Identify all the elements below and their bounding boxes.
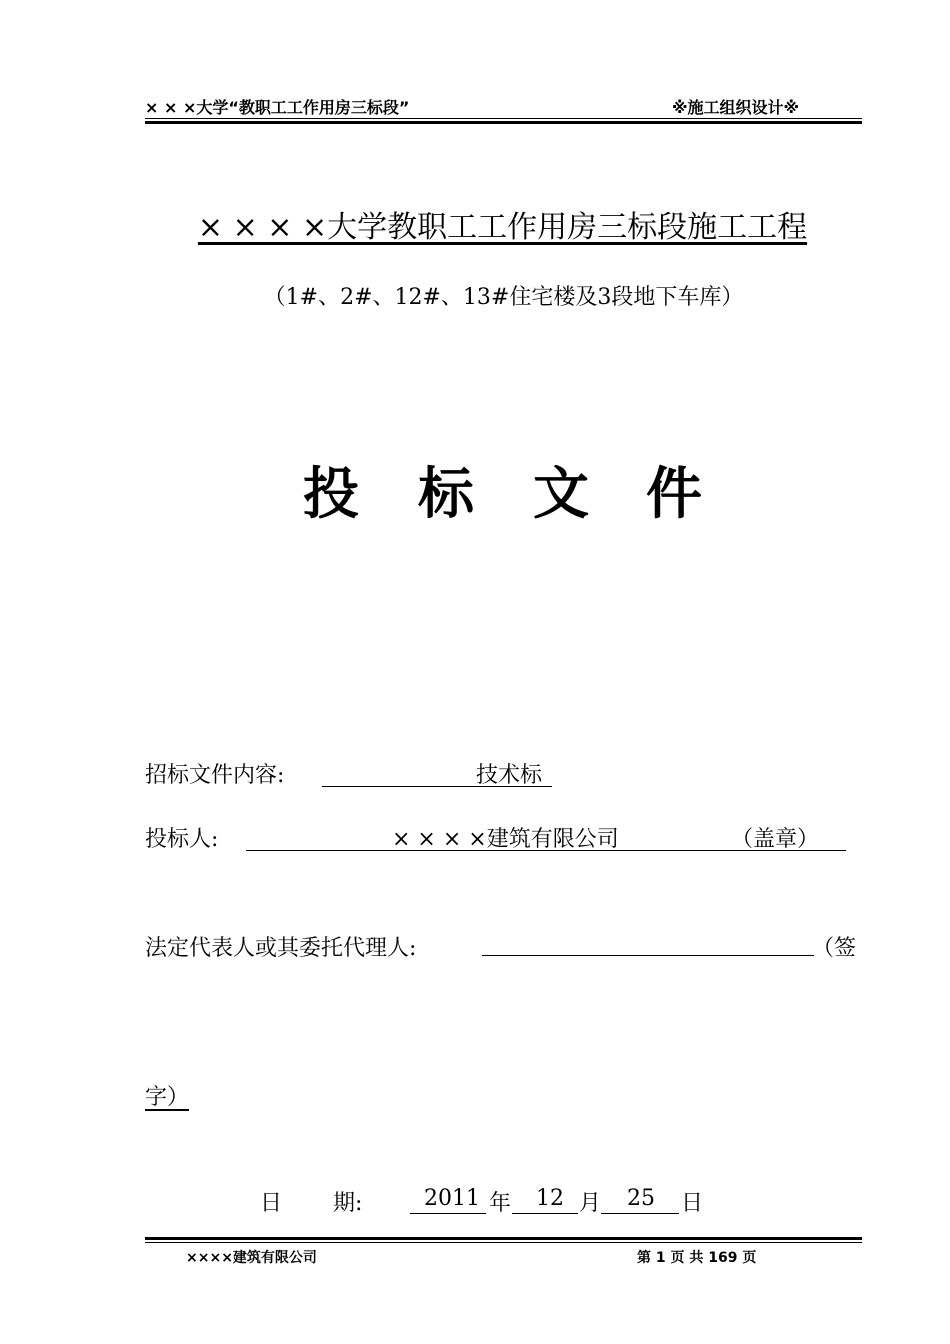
date-year: 2011 xyxy=(424,1186,480,1211)
header-divider-thick xyxy=(145,121,862,124)
year-underline xyxy=(410,1213,486,1214)
date-month: 12 xyxy=(536,1186,564,1211)
bidder-value: × × × ×建筑有限公司 xyxy=(392,827,619,852)
bidder-seal: （盖章） xyxy=(731,827,820,852)
date-label-2: 期: xyxy=(333,1191,363,1216)
header-divider-thin xyxy=(145,118,862,119)
content-value: 技术标 xyxy=(476,763,543,788)
big-title-char-3: 文 xyxy=(533,461,589,527)
footer-divider-thin xyxy=(145,1242,862,1243)
date-day-unit: 日 xyxy=(681,1191,704,1216)
representative-sign-part2: 字） xyxy=(145,1085,190,1110)
bidder-label: 投标人: xyxy=(145,827,219,852)
footer-page-number: 第 1 页 共 169 页 xyxy=(637,1250,757,1266)
big-title-char-4: 件 xyxy=(646,461,702,527)
big-title-char-2: 标 xyxy=(418,461,474,527)
representative-underline xyxy=(482,955,814,956)
big-title-char-1: 投 xyxy=(303,461,359,527)
date-day: 25 xyxy=(627,1186,655,1211)
month-underline xyxy=(512,1213,578,1214)
day-underline xyxy=(601,1213,679,1214)
header-right-text: ※施工组织设计※ xyxy=(672,98,800,117)
date-label-1: 日 xyxy=(260,1191,283,1216)
document-subtitle: （1#、2#、12#、13#住宅楼及3段地下车库） xyxy=(263,285,744,310)
content-label: 招标文件内容: xyxy=(145,763,285,788)
representative-sign-part1: （签 xyxy=(812,936,857,961)
representative-label: 法定代表人或其委托代理人: xyxy=(145,936,417,961)
footer-divider-thick xyxy=(145,1237,862,1240)
document-title: × × × ×大学教职工工作用房三标段施工工程 xyxy=(197,210,808,245)
date-year-unit: 年 xyxy=(489,1191,512,1216)
footer-company: ××××建筑有限公司 xyxy=(186,1250,317,1266)
header-left-text: × × ×大学“教职工工作用房三标段” xyxy=(145,98,410,117)
date-month-unit: 月 xyxy=(579,1191,602,1216)
